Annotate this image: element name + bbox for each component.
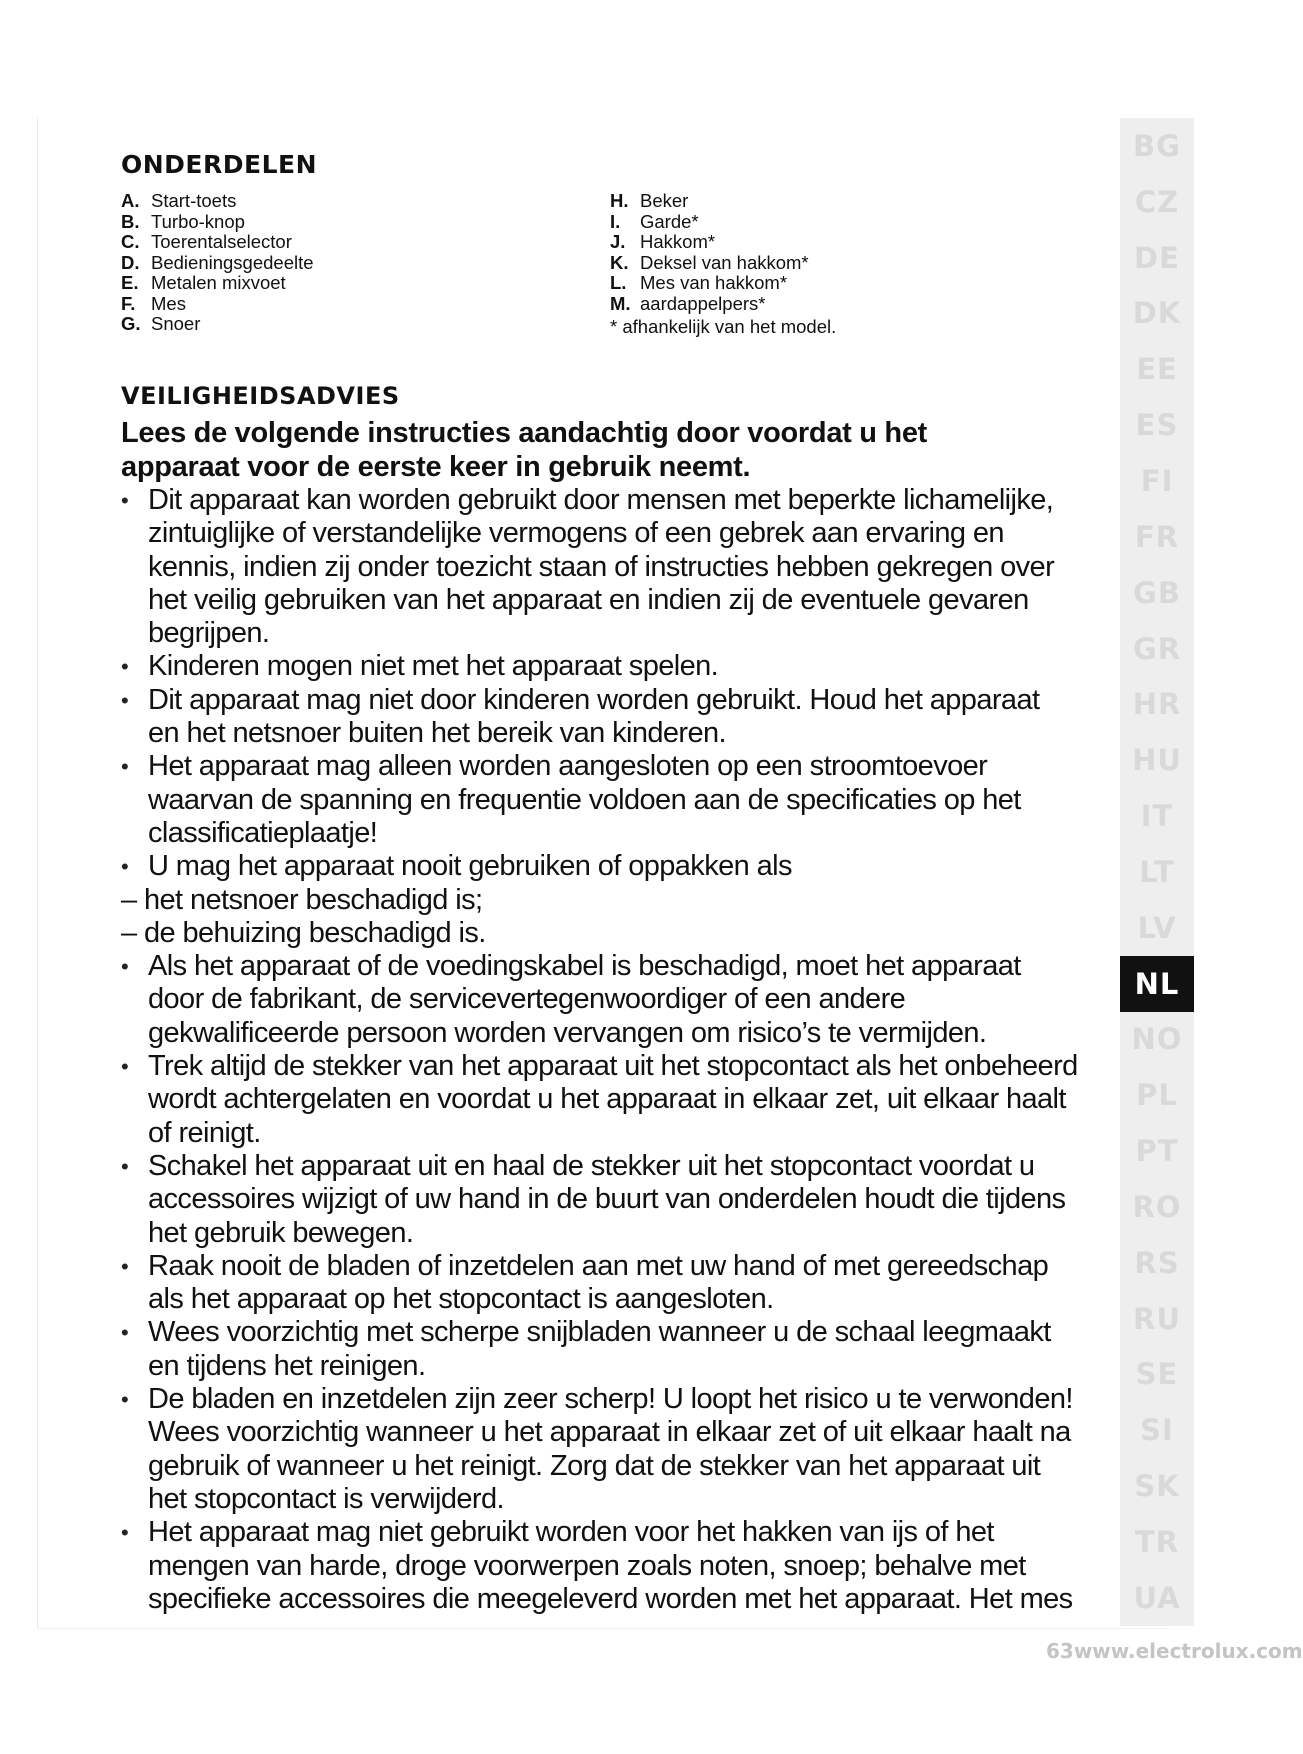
language-tab-ua[interactable]: UA xyxy=(1133,1580,1181,1615)
parts-heading: ONDERDELEN xyxy=(121,150,318,179)
safety-bullet-line: • Het apparaat mag alleen worden aangesloten op een stroomtoevoer xyxy=(121,750,1096,783)
language-tab-nl[interactable]: NL xyxy=(1120,956,1194,1012)
part-letter: D. xyxy=(121,251,140,273)
part-item xyxy=(610,294,836,315)
part-label: Mes van hakkom* xyxy=(640,272,788,293)
part-letter: C. xyxy=(121,231,140,252)
part-item xyxy=(610,212,836,233)
safety-continuation-line: begrijpen. xyxy=(148,617,270,650)
part-item xyxy=(610,191,836,212)
safety-continuation-line: specifieke accessoires die meegeleverd worden met het apparaat. Het mes xyxy=(148,1582,1073,1615)
safety-continuation-line: Wees voorzichtig wanneer u het apparaat in elkaar zet of uit elkaar haalt na xyxy=(148,1416,1071,1449)
part-letter: K. xyxy=(610,251,629,273)
safety-continuation-line: gekwalificeerde persoon worden vervangen om risico’s te vermijden. xyxy=(148,1016,987,1049)
parts-list-right xyxy=(610,191,836,314)
safety-continuation-line: classificatieplaatje! xyxy=(148,816,378,849)
safety-intro-line-1: Lees de volgende instructies aandachtig door voordat u het xyxy=(121,417,928,449)
safety-heading: VEILIGHEIDSADVIES xyxy=(121,382,400,410)
part-letter: M. xyxy=(610,292,631,314)
safety-continuation-line: of reinigt. xyxy=(148,1116,261,1149)
language-tab-dk[interactable]: DK xyxy=(1132,296,1182,331)
safety-intro xyxy=(121,416,981,484)
language-tab-ro[interactable]: RO xyxy=(1132,1189,1182,1224)
safety-bullet-line: • Wees voorzichtig met scherpe snijbladen wanneer u de schaal leegmaakt xyxy=(121,1316,1096,1349)
language-tab-bg[interactable]: BG xyxy=(1133,128,1181,163)
safety-continuation-line: gebruik of wanneer u het reinigt. Zorg dat de stekker van het apparaat uit xyxy=(148,1449,1041,1482)
part-letter: B. xyxy=(121,210,140,232)
part-item xyxy=(121,232,314,253)
part-item xyxy=(121,253,314,274)
safety-bullet-line: • Trek altijd de stekker van het apparaat uit het stopcontact als het onbeheerd xyxy=(121,1050,1096,1083)
safety-continuation-line: mengen van harde, droge voorwerpen zoals noten, snoep; behalve met xyxy=(148,1549,1026,1582)
part-letter: H. xyxy=(610,190,629,211)
language-tab-gr[interactable]: GR xyxy=(1132,631,1182,666)
language-tab-pt[interactable]: PT xyxy=(1135,1134,1179,1169)
language-tab-no[interactable]: NO xyxy=(1131,1022,1183,1057)
page-edge-bottom xyxy=(37,1628,1167,1629)
safety-continuation-line: het veilig gebruiken van het apparaat en indien zij de eventuele gevaren xyxy=(148,583,1029,616)
safety-bullet-line: • Schakel het apparaat uit en haal de stekker uit het stopcontact voordat u xyxy=(121,1150,1096,1183)
safety-bullet-line: • Als het apparaat of de voedingskabel is beschadigd, moet het apparaat xyxy=(121,950,1096,983)
part-item xyxy=(121,191,314,212)
part-item xyxy=(121,212,314,233)
part-label: Start-toets xyxy=(151,190,237,211)
part-label: Metalen mixvoet xyxy=(151,272,286,293)
safety-bullet-line: • U mag het apparaat nooit gebruiken of oppakken als xyxy=(121,850,1096,883)
safety-bullet-line: • Dit apparaat kan worden gebruikt door mensen met beperkte lichamelijke, xyxy=(121,484,1096,517)
safety-continuation-line: het gebruik bewegen. xyxy=(148,1216,414,1249)
language-tab-es[interactable]: ES xyxy=(1135,408,1179,443)
safety-bullet-line: • Raak nooit de bladen of inzetdelen aan met uw hand of met gereedschap xyxy=(121,1250,1096,1283)
language-tab-tr[interactable]: TR xyxy=(1134,1525,1180,1560)
part-letter: E. xyxy=(121,272,139,293)
language-tab-gb[interactable]: GB xyxy=(1133,575,1181,610)
part-letter: F. xyxy=(121,292,136,314)
safety-continuation-line: en tijdens het reinigen. xyxy=(148,1349,426,1382)
part-label: Toerentalselector xyxy=(151,231,292,252)
safety-bullet-line: • Dit apparaat mag niet door kinderen worden gebruikt. Houd het apparaat xyxy=(121,684,1096,717)
part-letter: I. xyxy=(610,210,621,232)
safety-continuation-line: kennis, indien zij onder toezicht staan of instructies hebben gekregen over xyxy=(148,550,1055,583)
page-edge-left xyxy=(37,118,38,1628)
safety-continuation-line: en het netsnoer buiten het bereik van kinderen. xyxy=(148,717,726,750)
part-label: Hakkom* xyxy=(640,231,716,252)
part-item xyxy=(121,314,314,335)
safety-continuation-line: accessoires wijzigt of uw hand in de buurt van onderdelen houdt die tijdens xyxy=(148,1183,1066,1216)
language-tab-de[interactable]: DE xyxy=(1134,240,1180,275)
part-item xyxy=(610,273,836,294)
language-tab-pl[interactable]: PL xyxy=(1136,1078,1178,1113)
part-letter: J. xyxy=(610,231,626,252)
safety-intro-line-2: apparaat voor de eerste keer in gebruik neemt. xyxy=(121,451,751,483)
safety-continuation-line: zintuiglijke of verstandelijke vermogens of een gebrek aan ervaring en xyxy=(148,517,1004,550)
part-item xyxy=(121,273,314,294)
part-label: Turbo-knop xyxy=(151,210,245,232)
safety-continuation-line: als het apparaat op het stopcontact is aangesloten. xyxy=(148,1283,774,1316)
language-tab-ru[interactable]: RU xyxy=(1133,1301,1181,1336)
part-item xyxy=(121,294,314,315)
language-tab-it[interactable]: IT xyxy=(1140,799,1174,834)
safety-dash-line: – het netsnoer beschadigd is; xyxy=(121,883,483,916)
language-tab-ee[interactable]: EE xyxy=(1136,352,1178,387)
part-letter: A. xyxy=(121,190,140,211)
part-letter: L. xyxy=(610,272,627,293)
language-tab-hu[interactable]: HU xyxy=(1132,743,1182,778)
part-label: aardappelpers* xyxy=(640,292,766,314)
safety-continuation-line: het stopcontact is verwijderd. xyxy=(148,1482,504,1515)
language-tab-rs[interactable]: RS xyxy=(1134,1245,1180,1280)
parts-list-right-wrap xyxy=(610,191,836,338)
safety-continuation-line: waarvan de spanning en frequentie voldoen aan de specificaties op het xyxy=(148,783,1021,816)
safety-bullet-line: • De bladen en inzetdelen zijn zeer scherp! U loopt het risico u te verwonden! xyxy=(121,1383,1096,1416)
part-letter: G. xyxy=(121,313,141,334)
language-tab-fr[interactable]: FR xyxy=(1134,519,1180,554)
language-tab-cz[interactable]: CZ xyxy=(1134,184,1180,219)
safety-bullet-line: • Het apparaat mag niet gebruikt worden voor het hakken van ijs of het xyxy=(121,1516,1096,1549)
safety-continuation-line: wordt achtergelaten en voordat u het apparaat in elkaar zet, uit elkaar haalt xyxy=(148,1083,1066,1116)
parts-footnote: * afhankelijk van het model. xyxy=(610,316,837,337)
language-tab-bar xyxy=(1120,118,1194,1626)
language-tab-lv[interactable]: LV xyxy=(1137,910,1177,945)
language-tab-lt[interactable]: LT xyxy=(1139,854,1175,889)
part-item xyxy=(610,253,836,274)
language-tab-si[interactable]: SI xyxy=(1140,1413,1174,1448)
part-label: Snoer xyxy=(151,313,201,334)
language-tab-hr[interactable]: HR xyxy=(1132,687,1182,722)
language-tab-sk[interactable]: SK xyxy=(1134,1469,1180,1504)
part-label: Beker xyxy=(640,190,689,211)
parts-list-left xyxy=(121,191,314,335)
language-tab-se[interactable]: SE xyxy=(1135,1357,1179,1392)
safety-dash-line: – de behuizing beschadigd is. xyxy=(121,916,486,949)
part-label: Mes xyxy=(151,292,186,314)
page-footer: 63www.electrolux.com xyxy=(1046,1639,1303,1663)
safety-instructions-list xyxy=(121,484,1096,1616)
part-label: Garde* xyxy=(640,210,699,232)
language-tab-fi[interactable]: FI xyxy=(1140,463,1174,498)
safety-continuation-line: door de fabrikant, de servicevertegenwoordiger of een andere xyxy=(148,983,906,1016)
part-label: Bedieningsgedeelte xyxy=(151,251,314,273)
safety-bullet-line: • Kinderen mogen niet met het apparaat spelen. xyxy=(121,650,1096,683)
part-label: Deksel van hakkom* xyxy=(640,251,809,273)
part-item xyxy=(610,232,836,253)
